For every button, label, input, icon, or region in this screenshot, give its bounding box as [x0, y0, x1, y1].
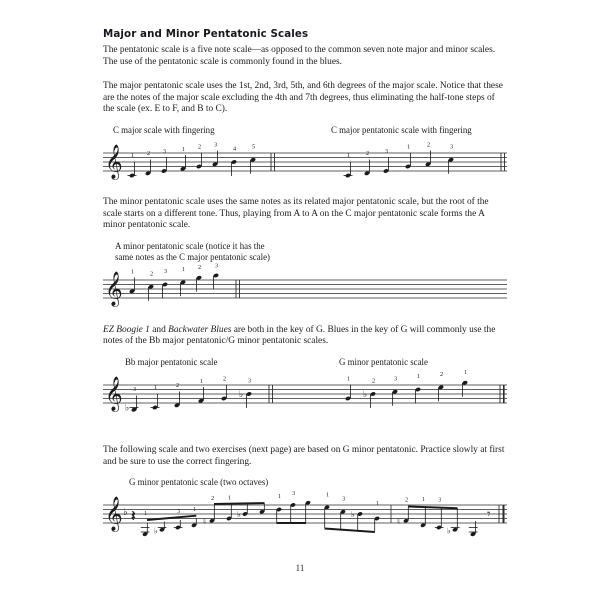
- music-system-c-major: [103, 125, 507, 183]
- svg-text:3: 3: [292, 491, 296, 498]
- svg-text:1: 1: [193, 507, 197, 514]
- page-title: Major and Minor Pentatonic Scales: [103, 28, 309, 40]
- beam-group-1: [141, 507, 197, 537]
- paragraph-blues-key-g: [103, 325, 507, 348]
- caption-a-minor-line2: same notes as the C major pentatonic scale): [115, 251, 271, 262]
- svg-text:♭: ♭: [447, 526, 451, 536]
- svg-text:1: 1: [200, 377, 204, 385]
- svg-text:1: 1: [464, 368, 468, 376]
- flat-accidental: ♭: [239, 389, 244, 400]
- paragraph-minor-explain: The minor pentatonic scale uses the same notes as its related major pentatonic scale, but the root of the scale starts on a different tone. Thus, playing from A to A on the C major pentatonic scale forms the A minor pentatonic scale.: [103, 196, 489, 231]
- svg-text:1: 1: [376, 501, 380, 508]
- paragraph-intro: The pentatonic scale is a five note scale—as opposed to the common seven note major and minor scales. The use of the pentatonic scale is commonly found in the blues.: [103, 45, 496, 67]
- caption-gm-two-octaves: G minor pentatonic scale (two octaves): [129, 477, 269, 488]
- page-content: [103, 28, 507, 537]
- treble-clef-icon: 𝄞: [105, 271, 123, 307]
- svg-text:3: 3: [214, 141, 218, 149]
- svg-text:2: 2: [198, 263, 202, 271]
- svg-text:2: 2: [198, 143, 202, 151]
- paragraph-major-explain: The major pentatonic scale uses the 1st, 2nd, 3rd, 5th, and 6th degrees of the major scale. Notice that these are the notes of the major scale excluding the 4th and 7th degrees, thus eliminating the half-tone steps of the scale (ex. E to F, and B to C).: [103, 81, 503, 115]
- note-group-a-minor-pentatonic: [129, 262, 219, 300]
- caption-c-major-pentatonic: C major pentatonic scale with fingering: [331, 124, 472, 135]
- music-system-a-minor: [103, 240, 507, 307]
- svg-text:4: 4: [233, 145, 237, 153]
- svg-text:2: 2: [176, 381, 180, 389]
- svg-text:♮: ♮: [397, 517, 400, 527]
- caption-bb-major-pentatonic: Bb major pentatonic scale: [125, 356, 218, 367]
- svg-text:1: 1: [182, 145, 186, 153]
- svg-text:3: 3: [248, 377, 252, 385]
- note-group-bb-major-pentatonic: [125, 376, 252, 414]
- svg-text:1: 1: [144, 511, 148, 518]
- svg-text:1: 1: [326, 492, 330, 499]
- svg-text:1: 1: [228, 495, 232, 502]
- staff-gm-two-octaves: [103, 491, 507, 539]
- note-group-g-minor-pentatonic: [345, 369, 468, 408]
- time-signature: 𝄽: [131, 509, 136, 526]
- beam-group-4: [324, 493, 380, 534]
- svg-text:♭: ♭: [351, 510, 355, 520]
- svg-text:3: 3: [450, 143, 454, 151]
- svg-text:♭: ♭: [154, 526, 158, 536]
- svg-text:1: 1: [131, 151, 135, 159]
- music-system-bb-gm: [103, 357, 507, 415]
- beam-group-3: [276, 491, 311, 524]
- svg-text:2: 2: [223, 375, 227, 383]
- svg-text:1: 1: [154, 383, 158, 391]
- note-group-c-major-scale: [128, 141, 257, 178]
- svg-text:2: 2: [405, 497, 409, 504]
- flat-accidental: ♭: [363, 389, 368, 400]
- svg-text:2: 2: [427, 141, 431, 149]
- svg-text:5: 5: [252, 143, 256, 151]
- title-backwater-blues: Backwater Blues: [168, 324, 232, 335]
- svg-text:2: 2: [440, 370, 444, 378]
- svg-text:♮: ♮: [203, 517, 206, 527]
- key-signature-flat: ♭: [123, 507, 128, 519]
- svg-text:1: 1: [182, 265, 186, 273]
- staff-a-minor: [103, 262, 507, 310]
- paragraph-following-scale: The following scale and two exercises (next page) are based on G minor pentatonic. Practice slowly at first and be sure to use the correct fingering.: [103, 444, 505, 467]
- svg-text:1: 1: [347, 375, 351, 383]
- svg-text:2: 2: [147, 149, 151, 157]
- svg-text:♭: ♭: [237, 510, 241, 520]
- caption-a-minor-line1: A minor pentatonic scale (notice it has the: [115, 240, 265, 251]
- svg-text:3: 3: [438, 497, 442, 504]
- text-and: and: [149, 324, 169, 335]
- svg-text:1: 1: [417, 372, 421, 380]
- caption-g-minor-pentatonic: G minor pentatonic scale: [339, 356, 428, 367]
- svg-text:3: 3: [163, 147, 167, 155]
- staff-c-major: [103, 139, 507, 183]
- svg-text:3: 3: [164, 267, 168, 275]
- svg-text:1: 1: [347, 151, 351, 159]
- svg-text:1: 1: [422, 497, 426, 504]
- music-system-gm-two-octaves: [103, 477, 507, 537]
- title-ez-boogie: EZ Boogie 1: [103, 324, 150, 335]
- treble-clef-icon: 𝄞: [105, 144, 123, 180]
- svg-text:1: 1: [131, 268, 135, 276]
- flat-accidental: ♭: [125, 403, 130, 414]
- svg-text:3: 3: [342, 496, 346, 503]
- svg-text:3: 3: [394, 375, 398, 383]
- text-blues-rest: are both in the key of G. Blues in the key of G will commonly use the notes of the Bb major pentatonic/G minor pentatonic scales.: [103, 324, 496, 347]
- beam-group-2: [203, 496, 265, 527]
- svg-text:3: 3: [385, 147, 389, 155]
- beam-group-5: [397, 497, 460, 536]
- note-group-c-major-pentatonic: [344, 141, 455, 178]
- svg-text:2: 2: [372, 377, 376, 385]
- staff-bb-gm: [103, 368, 507, 417]
- svg-text:2: 2: [366, 149, 370, 157]
- svg-text:2: 2: [150, 270, 154, 278]
- svg-text:3: 3: [215, 262, 219, 270]
- svg-text:2: 2: [211, 496, 215, 503]
- svg-text:1: 1: [278, 494, 282, 501]
- svg-text:1: 1: [407, 143, 411, 151]
- treble-clef-icon: 𝄞: [105, 376, 123, 412]
- quarter-rest-icon: 𝄾: [487, 507, 491, 523]
- treble-clef-icon: 𝄞: [105, 496, 123, 532]
- svg-text:3: 3: [177, 509, 181, 516]
- svg-text:3: 3: [133, 385, 137, 393]
- caption-c-major-scale: C major scale with fingering: [113, 124, 215, 135]
- page-number: 11: [295, 563, 305, 573]
